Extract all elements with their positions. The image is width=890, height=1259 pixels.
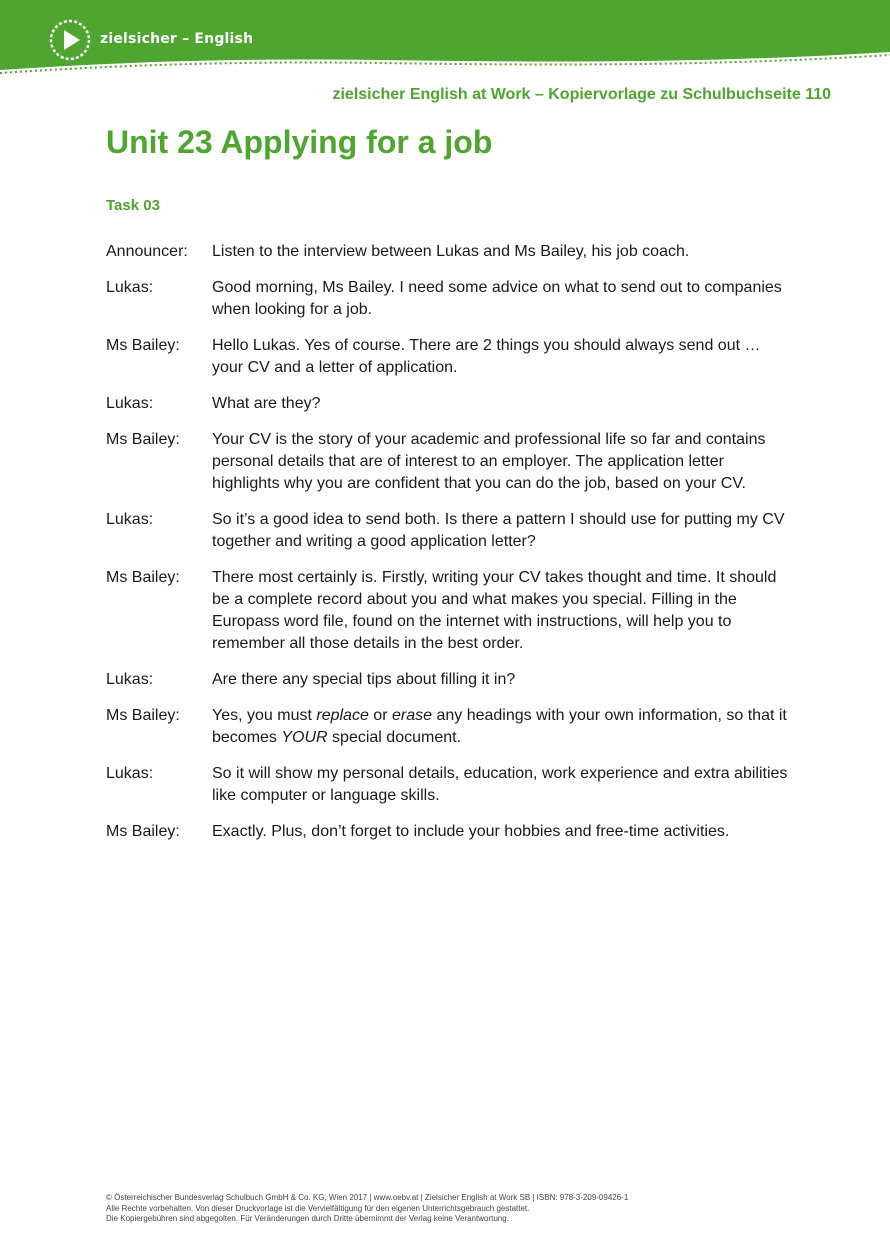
speech-text: [212, 277, 796, 321]
brand-name: zielsicher – English: [100, 31, 254, 47]
dialogue-line: [106, 763, 796, 807]
speech-text: [212, 821, 796, 843]
speech-segment: There most certainly is. Firstly, writing your CV takes thought and time. It should be a complete record about you and what makes you special. Filling in the Europass word file, found on the internet with instructions, will help you to remember all those details in the best order.: [212, 569, 777, 652]
dialogue-line: [106, 821, 796, 843]
speech-text: [212, 393, 796, 415]
dialogue-transcript: [106, 241, 796, 857]
speaker-label: Lukas:: [106, 671, 154, 688]
speech-segment: any headings with your own information, so that it becomes: [212, 707, 787, 746]
speech-text: [212, 429, 796, 495]
page-title: Unit 23 Applying for a job: [106, 124, 493, 160]
speech-segment: Listen to the interview between Lukas and Ms Bailey, his job coach.: [212, 243, 690, 260]
speaker-label: Lukas:: [106, 395, 154, 412]
speech-segment: Are there any special tips about filling it in?: [212, 671, 516, 688]
speech-segment: or: [368, 707, 392, 724]
speaker-label: Ms Bailey:: [106, 569, 180, 586]
speech-text: [212, 763, 796, 807]
speech-text: [212, 567, 796, 655]
emphasized-text: erase: [391, 707, 432, 724]
speech-segment: Hello Lukas. Yes of course. There are 2 things you should always send out … your CV and a letter of application.: [212, 337, 761, 376]
dialogue-line: [106, 705, 796, 749]
speech-segment: Your CV is the story of your academic and professional life so far and contains personal details that are of interest to an employer. The application letter highlights why you are confident that you can do the job, based on your CV.: [212, 431, 766, 492]
dialogue-line: [106, 393, 796, 415]
dialogue-line: [106, 241, 796, 263]
speech-text: [212, 669, 796, 691]
dialogue-line: [106, 429, 796, 495]
footer-line: Alle Rechte vorbehalten. Von dieser Druckvorlage ist die Vervielfältigung für den eigenen Unterrichtsgebrauch gestattet.: [106, 1203, 530, 1213]
dialogue-line: [106, 669, 796, 691]
speaker-label: Ms Bailey:: [106, 707, 180, 724]
speech-segment: Exactly. Plus, don’t forget to include your hobbies and free-time activities.: [212, 823, 730, 840]
speaker-label: Ms Bailey:: [106, 431, 180, 448]
speaker-label: Lukas:: [106, 765, 154, 782]
dialogue-line: [106, 277, 796, 321]
speech-text: [212, 705, 796, 749]
speaker-label: Lukas:: [106, 279, 154, 296]
speech-segment: What are they?: [212, 395, 321, 412]
speech-segment: So it’s a good idea to send both. Is there a pattern I should use for putting my CV together and writing a good application letter?: [212, 511, 785, 550]
speech-segment: So it will show my personal details, education, work experience and extra abilities like computer or language skills.: [212, 765, 788, 804]
emphasized-text: replace: [316, 707, 369, 724]
dialogue-line: [106, 335, 796, 379]
speech-text: [212, 241, 796, 263]
task-label: Task 03: [106, 197, 160, 214]
emphasized-text: YOUR: [281, 729, 328, 746]
dialogue-line: [106, 509, 796, 553]
speaker-label: Lukas:: [106, 511, 154, 528]
speaker-label: Announcer:: [106, 243, 188, 260]
dialogue-line: [106, 567, 796, 655]
copyright-footer: [106, 1193, 628, 1225]
page-subtitle: zielsicher English at Work – Kopiervorlage zu Schulbuchseite 110: [332, 86, 831, 103]
speech-text: [212, 509, 796, 553]
speaker-label: Ms Bailey:: [106, 823, 180, 840]
speaker-label: Ms Bailey:: [106, 337, 180, 354]
footer-line: © Österreichischer Bundesverlag Schulbuch GmbH & Co. KG, Wien 2017 | www.oebv.at | Zielsicher English at Work SB | ISBN: 978-3-209-09426-1: [106, 1193, 629, 1202]
play-circle-icon: [48, 18, 92, 62]
footer-line: Die Kopiergebühren sind abgegolten. Für Veränderungen durch Dritte übernimmt der Verlag keine Verantwortung.: [106, 1214, 509, 1223]
speech-segment: Good morning, Ms Bailey. I need some advice on what to send out to companies when looking for a job.: [212, 279, 782, 318]
speech-segment: special document.: [327, 729, 462, 746]
speech-segment: Yes, you must: [212, 707, 317, 724]
speech-text: [212, 335, 796, 379]
